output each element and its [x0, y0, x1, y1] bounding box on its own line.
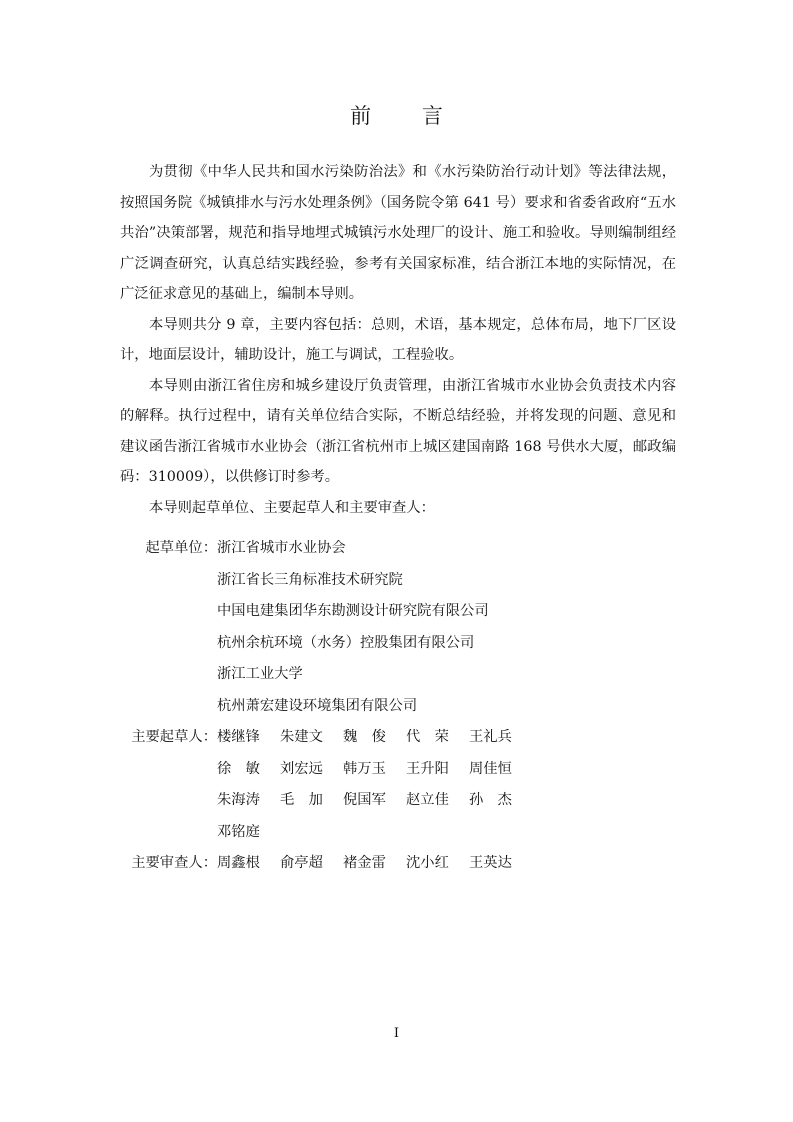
drafter-row	[120, 754, 676, 786]
drafter-name: 徐 敏	[217, 760, 260, 777]
reviewer-name: 褚金雷	[343, 855, 386, 871]
drafter-names	[217, 722, 532, 754]
reviewer-name: 俞亭超	[280, 855, 323, 871]
drafter-names	[217, 817, 280, 849]
drafter-name: 代 荣	[406, 729, 449, 745]
reviewer-name: 沈小红	[406, 855, 449, 871]
main-drafters-label: 主要起草人：	[131, 729, 217, 745]
drafter-name: 倪国军	[343, 792, 386, 808]
drafter-name: 毛 加	[280, 792, 323, 808]
reviewer-names	[217, 848, 532, 880]
page-number: I	[393, 1026, 400, 1041]
drafter-name: 朱海涛	[217, 792, 260, 808]
main-reviewers-label: 主要审查人：	[131, 855, 217, 871]
drafting-unit-row	[120, 659, 676, 691]
credits-section	[120, 533, 676, 880]
drafter-name: 孙 杰	[469, 792, 512, 808]
paragraph-chapters: 本导则共分 9 章，主要内容包括：总则，术语，基本规定，总体布局，地下厂区设计，地面层设计，辅助设计，施工与调试，工程验收。	[120, 316, 676, 363]
drafting-unit: 中国电建集团华东勘测设计研究院有限公司	[217, 603, 489, 619]
drafting-unit: 杭州萧宏建设环境集团有限公司	[217, 697, 418, 714]
drafter-name: 楼继锋	[217, 729, 260, 745]
drafter-row	[120, 785, 676, 817]
drafting-units-label: 起草单位：	[145, 540, 217, 556]
drafting-unit: 浙江省城市水业协会	[217, 540, 346, 556]
drafter-name: 韩万玉	[343, 760, 386, 777]
drafter-name: 王礼兵	[469, 729, 512, 745]
reviewer-row	[120, 848, 676, 880]
drafting-unit: 浙江工业大学	[217, 666, 303, 682]
drafter-name: 王升阳	[406, 760, 449, 777]
preface-body	[120, 157, 676, 523]
reviewer-name: 王英达	[469, 855, 512, 871]
drafter-name: 赵立佳	[406, 792, 449, 808]
drafter-name: 朱建文	[280, 729, 323, 745]
drafter-name: 邓铭庭	[217, 823, 260, 840]
drafting-unit-row	[120, 596, 676, 628]
drafting-unit: 杭州余杭环境（水务）控股集团有限公司	[217, 634, 475, 651]
drafting-unit-row	[120, 691, 676, 723]
drafter-name: 周佳恒	[469, 760, 512, 777]
drafter-row	[120, 817, 676, 849]
drafter-name: 刘宏远	[280, 760, 323, 777]
drafter-names	[217, 754, 532, 786]
reviewer-name: 周鑫根	[217, 855, 260, 871]
drafter-name: 魏 俊	[343, 729, 386, 745]
drafting-unit-row	[120, 565, 676, 597]
drafting-unit: 浙江省长三角标准技术研究院	[217, 571, 403, 588]
page-title: 前 言	[350, 104, 465, 128]
drafting-unit-row	[120, 628, 676, 660]
drafting-unit-row	[120, 533, 676, 565]
drafter-names	[217, 785, 532, 817]
paragraph-management: 本导则由浙江省住房和城乡建设厅负责管理，由浙江省城市水业协会负责技术内容的解释。执行过程中，请有关单位结合实际，不断总结经验，并将发现的问题、意见和建议函告浙江省城市水业协会（浙江省杭州市上城区建国南路 168 号供水大厦，邮政编码：310009），以供修订时参考。	[120, 377, 676, 485]
paragraph-credits-intro: 本导则起草单位、主要起草人和主要审查人：	[149, 499, 435, 516]
drafter-row	[120, 722, 676, 754]
paragraph-purpose: 为贯彻《中华人民共和国水污染防治法》和《水污染防治行动计划》等法律法规，按照国务院《城镇排水与污水处理条例》（国务院令第 641 号）要求和省委省政府“五水共治”决策部署，规范和指导地埋式城镇污水处理厂的设计、施工和验收。导则编制组经广泛调查研究，认真总结实践经验，参考有关国家标准，结合浙江本地的实际情况，在广泛征求意见的基础上，编制本导则。	[120, 164, 676, 302]
